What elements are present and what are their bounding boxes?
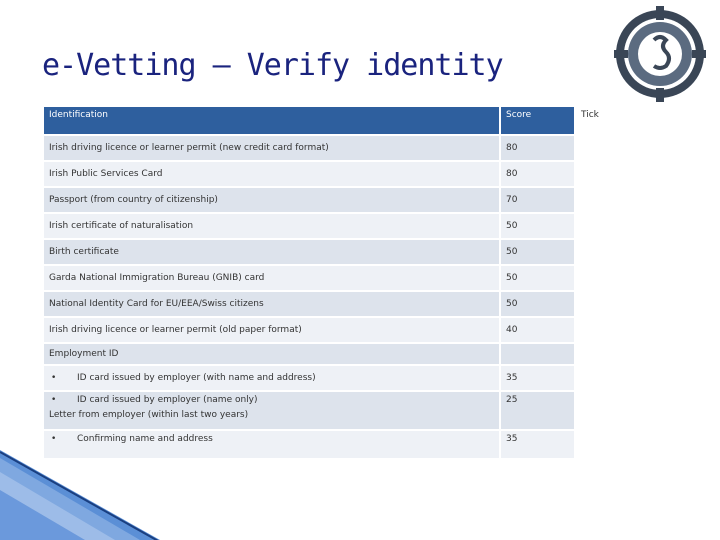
row-score: 50 (500, 239, 575, 265)
table-header-row (43, 106, 633, 135)
row-score: 25 (500, 391, 575, 430)
row-label (43, 391, 500, 430)
table-row (43, 213, 633, 239)
page-title: e-Vetting – Verify identity (42, 48, 503, 83)
garda-crest-icon (612, 4, 708, 104)
table-row (43, 161, 633, 187)
row-label: Garda National Immigration Bureau (GNIB) card (43, 265, 500, 291)
table-row-employment-heading (43, 343, 633, 365)
row-tick[interactable] (575, 239, 633, 265)
row-score: 50 (500, 213, 575, 239)
row-label: Passport (from country of citizenship) (43, 187, 500, 213)
identity-table (42, 105, 634, 460)
row-score: 35 (500, 365, 575, 391)
row-score: 80 (500, 135, 575, 161)
row-label: Irish driving licence or learner permit (old paper format) (43, 317, 500, 343)
row-tick[interactable] (575, 365, 633, 391)
row-label: Irish driving licence or learner permit (new credit card format) (43, 135, 500, 161)
row-tick[interactable] (575, 213, 633, 239)
bullet-icon: • (51, 395, 57, 405)
row-label (43, 365, 500, 391)
table-row (43, 187, 633, 213)
employment-item-label: ID card issued by employer (with name and address) (77, 373, 316, 383)
header-identification: Identification (43, 106, 500, 135)
table-row (43, 239, 633, 265)
row-score: 35 (500, 430, 575, 459)
row-tick[interactable] (575, 265, 633, 291)
letter-item-label: Confirming name and address (77, 434, 213, 444)
header-tick: Tick (575, 106, 633, 135)
table-row (43, 365, 633, 391)
table-row (43, 135, 633, 161)
letter-label: Letter from employer (within last two years) (49, 410, 249, 420)
row-tick[interactable] (575, 161, 633, 187)
row-score (500, 343, 575, 365)
row-score: 40 (500, 317, 575, 343)
row-tick[interactable] (575, 187, 633, 213)
header-score: Score (500, 106, 575, 135)
table-row (43, 391, 633, 430)
row-tick[interactable] (575, 291, 633, 317)
row-label: National Identity Card for EU/EEA/Swiss citizens (43, 291, 500, 317)
bullet-icon: • (51, 373, 57, 383)
row-tick[interactable] (575, 317, 633, 343)
row-label: Irish Public Services Card (43, 161, 500, 187)
decorative-stripes (0, 450, 160, 540)
row-label: Irish certificate of naturalisation (43, 213, 500, 239)
row-tick[interactable] (575, 343, 633, 365)
row-tick[interactable] (575, 391, 633, 430)
row-label: Birth certificate (43, 239, 500, 265)
row-tick[interactable] (575, 135, 633, 161)
row-tick[interactable] (575, 430, 633, 459)
table-row (43, 317, 633, 343)
employment-item-label: ID card issued by employer (name only) (77, 395, 258, 405)
row-score: 50 (500, 291, 575, 317)
table-row (43, 265, 633, 291)
table-row (43, 291, 633, 317)
row-score: 50 (500, 265, 575, 291)
row-score: 70 (500, 187, 575, 213)
employment-label: Employment ID (43, 343, 500, 365)
bullet-icon: • (51, 434, 57, 444)
row-score: 80 (500, 161, 575, 187)
